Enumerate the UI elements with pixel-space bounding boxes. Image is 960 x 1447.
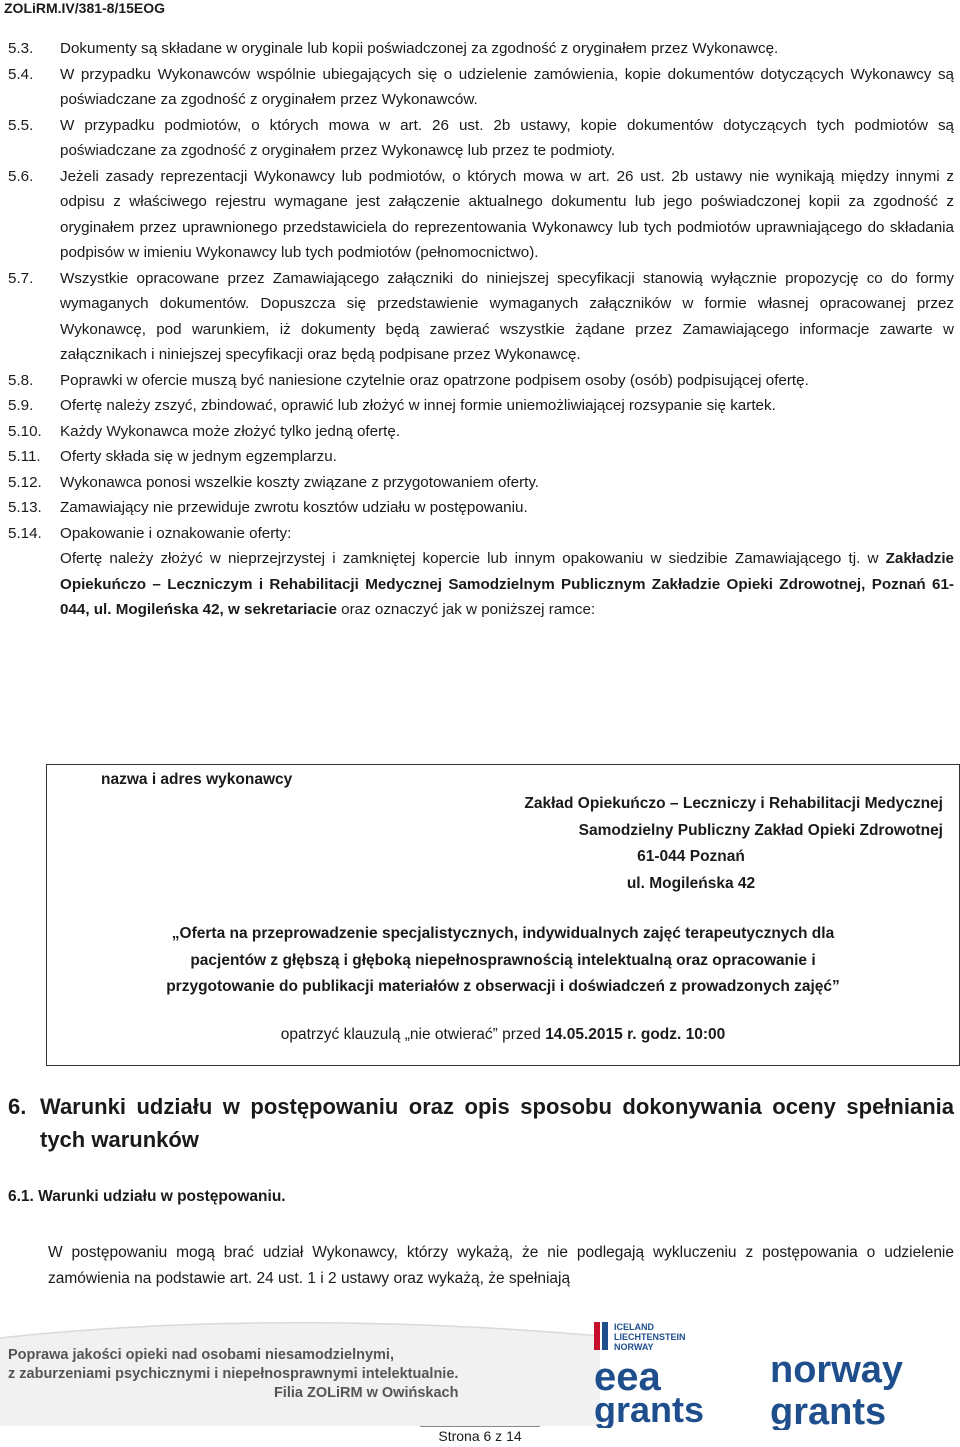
- recipient-address-bold: Zakładzie Opiekuńczo – Leczniczym i Rehabilitacji Medycznej Samodzielnym Publicznym Zakładzie Opieki Zdrowotnej, Poznań 61-044, ul. Mogileńska 42, w sekretariacie: [60, 550, 954, 618]
- item-5-14: [8, 521, 954, 623]
- item-5-4: [8, 62, 954, 113]
- offer-title: [67, 921, 939, 1001]
- eea-word: eea: [594, 1355, 661, 1399]
- item-number: 5.3.: [8, 40, 34, 57]
- norway-grants-word: grants: [770, 1391, 887, 1430]
- country-iceland: ICELAND: [614, 1322, 654, 1332]
- country-liechtenstein: LIECHTENSTEIN: [614, 1332, 686, 1342]
- item-text: Zamawiający nie przewiduje zwrotu kosztów udziału w postępowaniu.: [60, 499, 528, 516]
- recipient-line: Samodzielny Publiczny Zakład Opieki Zdrowotnej: [578, 821, 943, 839]
- item-text: Dokumenty są składane w oryginale lub kopii poświadczonej za zgodność z oryginałem przez Wykonawcę.: [60, 40, 779, 57]
- item-5-12: [8, 470, 954, 496]
- item-number: 5.4.: [8, 65, 34, 83]
- section-title: Warunki udziału w postępowaniu oraz opis sposobu dokonywania oceny spełniania tych warunków: [40, 1094, 954, 1152]
- item-number: 5.8.: [8, 371, 34, 389]
- item-number: 5.6.: [8, 167, 34, 185]
- item-number: 5.14.: [8, 524, 42, 542]
- section-number: 6.: [8, 1094, 27, 1119]
- item-text: Wszystkie opracowane przez Zamawiającego załączniki do niniejszej specyfikacji stanowią wyłącznie propozycję co do formy wymaganych dokumentów. Dopuszcza się przedstawienie wymaganych załączników w formie własnej opracowanej przez Wykonawcę, pod warunkiem, iż dokumenty będą zawierać wszystkie żądane przez Zamawiającego informacje zawarte w załącznikach i niniejszej specyfikacji oraz będą podpisane przez Wykonawcę.: [60, 269, 954, 363]
- item-5-6: [8, 164, 954, 266]
- norway-grants-mark: [770, 1340, 950, 1430]
- item-number: 5.13.: [8, 499, 42, 516]
- item-text-end: oraz oznaczyć jak w poniższej ramce:: [336, 601, 596, 618]
- item-5-13: [8, 495, 954, 521]
- branch-name: Filia ZOLiRM w Owińskach: [273, 1385, 459, 1401]
- recipient-line: Zakład Opiekuńczo – Leczniczy i Rehabilitacji Medycznej: [524, 795, 943, 812]
- offer-title-line: przygotowanie do publikacji materiałów z obserwacji i doświadczeń z prowadzonych zajęć”: [166, 978, 840, 995]
- section-5-items: [8, 36, 954, 623]
- country-norway: NORWAY: [614, 1342, 654, 1352]
- envelope-label-frame: [46, 764, 960, 1066]
- eea-grants-word: grants: [594, 1389, 705, 1428]
- item-text: W przypadku podmiotów, o których mowa w art. 26 ust. 2b ustawy, kopie dokumentów dotyczących tych podmiotów są poświadczane za zgodność z oryginałem przez Wykonawcę lub przez te podmioty.: [60, 116, 954, 159]
- recipient-line: 61-044 Poznań: [637, 848, 745, 865]
- paragraph-6-1: W postępowaniu mogą brać udział Wykonawcy, którzy wykażą, że nie podlegają wykluczeniu z postępowania o udzielenie zamówienia na podstawie art. 24 ust. 1 i 2 ustawy oraz wykażą, że spełniają: [48, 1244, 954, 1287]
- page-number-rule: [420, 1426, 540, 1427]
- project-line: Poprawa jakości opieki nad osobami niesamodzielnymi,: [8, 1347, 394, 1363]
- item-5-11: [8, 444, 954, 470]
- item-number: 5.11.: [8, 448, 41, 465]
- item-number: 5.10.: [8, 422, 42, 440]
- item-5-5: [8, 113, 954, 164]
- norway-word: norway: [770, 1349, 904, 1391]
- document-reference: ZOLiRM.IV/381-8/15EOG: [4, 0, 166, 16]
- item-5-3: [8, 36, 954, 62]
- item-number: 5.5.: [8, 116, 34, 134]
- offer-title-line: „Oferta na przeprowadzenie specjalistycznych, indywidualnych zajęć terapeutycznych dla: [171, 925, 835, 942]
- item-text: Wykonawca ponosi wszelkie koszty związane z przygotowaniem oferty.: [60, 473, 540, 491]
- item-number: 5.9.: [8, 397, 34, 414]
- page-number: Strona 6 z 14: [438, 1428, 522, 1444]
- item-text: Ofertę należy złożyć w nieprzejrzystej i zamkniętej kopercie lub innym opakowaniu w siedzibie Zamawiającego tj. w: [60, 550, 886, 567]
- item-5-7: [8, 266, 954, 368]
- item-title: Opakowanie i oznakowanie oferty:: [60, 524, 292, 542]
- section-6-heading: [8, 1090, 954, 1156]
- sender-label: nazwa i adres wykonawcy: [101, 771, 293, 788]
- item-5-10: [8, 419, 954, 445]
- eea-grants-mark: [592, 1318, 732, 1428]
- item-5-9: [8, 393, 954, 419]
- offer-title-line: pacjentów z głębszą i głęboką niepełnosprawnością intelektualną oraz opracowanie i: [190, 951, 816, 969]
- item-text: Każdy Wykonawca może złożyć tylko jedną ofertę.: [60, 422, 401, 440]
- project-line: z zaburzeniami psychicznymi i niepełnosprawnymi intelektualnie.: [8, 1366, 459, 1382]
- item-text: Oferty składa się w jednym egzemplarzu.: [60, 448, 337, 465]
- subsection-6-1-heading: 6.1. Warunki udziału w postępowaniu.: [8, 1188, 286, 1205]
- item-text: Jeżeli zasady reprezentacji Wykonawcy lub podmiotów, o których mowa w art. 26 ust. 2b ustawy nie wynikają między innymi z odpisu z właściwego rejestru wymagane jest załączenie aktualnego dokumentu lub jego poświadczonej kopii za zgodność z oryginałem przez uprawnionego przedstawiciela do reprezentowania Wykonawcy lub tych podmiotów uprawniającego do składania podpisów w imieniu Wykonawcy lub tych podmiotów (pełnomocnictwo).: [60, 167, 954, 261]
- recipient-address: [343, 791, 943, 897]
- item-number: 5.12.: [8, 473, 42, 491]
- project-title: [8, 1346, 458, 1403]
- flag-icon: [594, 1322, 608, 1350]
- clause-deadline: 14.05.2015 r. godz. 10:00: [545, 1026, 726, 1043]
- eea-grants-logo: [592, 1318, 732, 1428]
- item-text: Poprawki w ofercie muszą być naniesione czytelnie oraz opatrzone podpisem osoby (osób) podpisującej ofertę.: [60, 371, 809, 389]
- clause-text: opatrzyć klauzulą „nie otwierać” przed: [280, 1026, 546, 1043]
- norway-grants-logo: [770, 1340, 950, 1430]
- recipient-line: ul. Mogileńska 42: [626, 874, 756, 892]
- item-text: Ofertę należy zszyć, zbindować, oprawić lub złożyć w innej formie uniemożliwiającej rozsypanie się kartek.: [60, 397, 776, 414]
- item-number: 5.7.: [8, 269, 34, 287]
- do-not-open-clause: [47, 1026, 959, 1044]
- item-text: W przypadku Wykonawców wspólnie ubiegających się o udzielenie zamówienia, kopie dokumentów dotyczących Wykonawcy są poświadczane za zgodność z oryginałem przez Wykonawców.: [60, 65, 954, 108]
- item-5-8: [8, 368, 954, 394]
